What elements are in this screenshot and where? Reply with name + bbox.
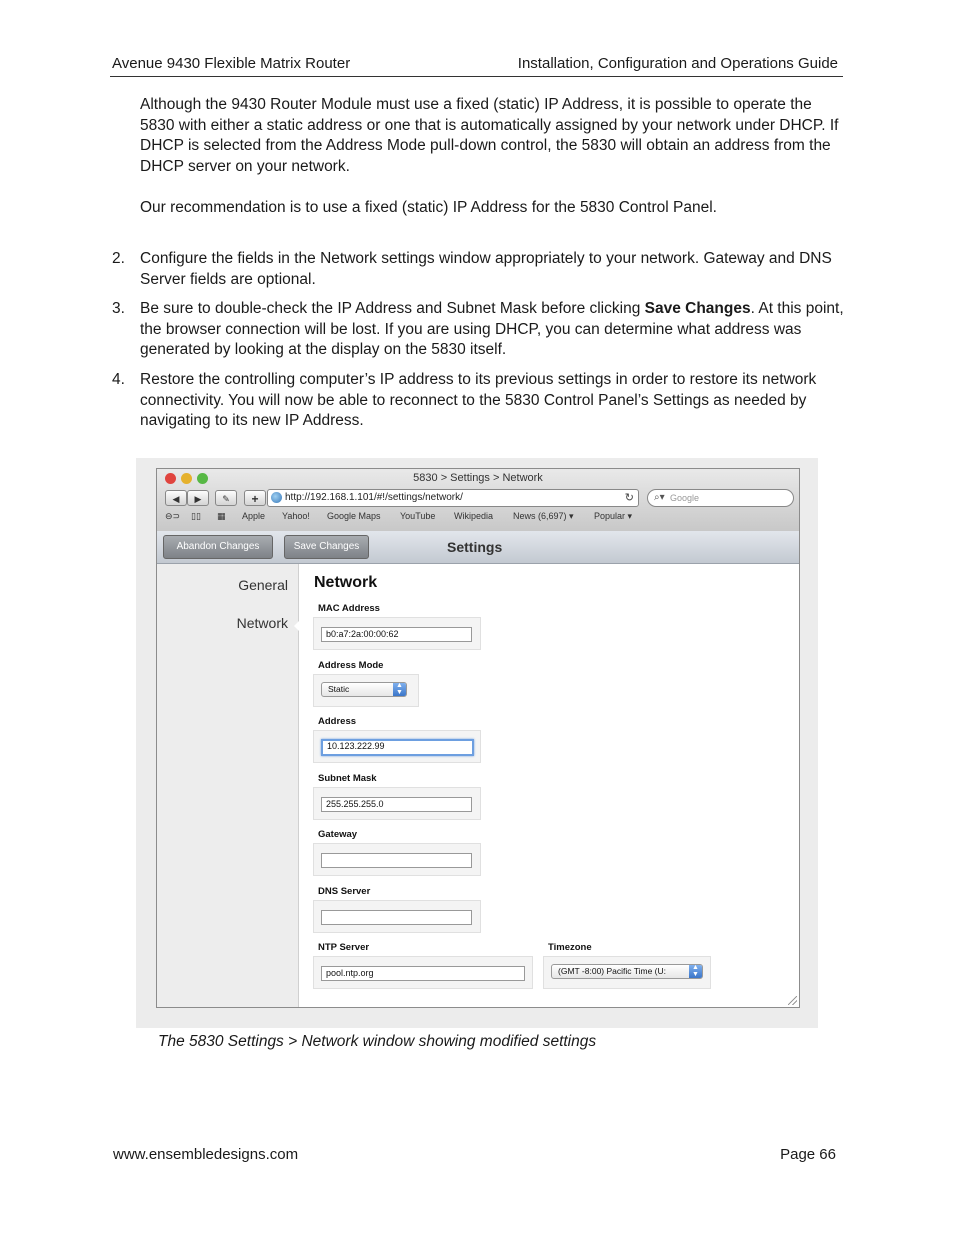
- address-field[interactable]: 10.123.222.99: [321, 739, 474, 756]
- dns-server-group: [313, 900, 481, 933]
- globe-icon: [271, 492, 282, 503]
- network-settings-panel: [299, 564, 799, 1008]
- section-title: Network: [314, 574, 378, 591]
- gateway-label: Gateway: [318, 829, 358, 840]
- gateway-group: [313, 843, 481, 876]
- resize-grip-icon[interactable]: [788, 996, 797, 1005]
- timezone-value: (GMT -8:00) Pacific Time (U:: [558, 966, 666, 976]
- timezone-group: [543, 956, 711, 989]
- abandon-changes-button[interactable]: Abandon Changes: [163, 535, 273, 559]
- mac-address-group: [313, 617, 481, 650]
- settings-sidebar: [157, 564, 299, 1008]
- subnet-mask-field[interactable]: 255.255.255.0: [321, 797, 472, 812]
- search-input[interactable]: [647, 489, 794, 507]
- step-text: [140, 299, 845, 361]
- dns-server-field[interactable]: [321, 910, 472, 925]
- address-label: Address: [318, 716, 357, 727]
- back-arrow-icon[interactable]: ◀: [165, 490, 187, 506]
- address-mode-label: Address Mode: [318, 660, 384, 671]
- url-input[interactable]: [267, 489, 639, 507]
- gateway-field[interactable]: [321, 853, 472, 868]
- step-number: 2.: [112, 250, 125, 267]
- intro-paragraph-1: Although the 9430 Router Module must use a fixed (static) IP Address, it is possible to operate the 5830 with either a static address or one that is automatically assigned by your network under DHCP. If DHCP is selected from the Address Mode pull-down control, the 5830 will obtain an address from the DHCP server on your network.: [140, 96, 839, 175]
- address-group: [313, 730, 481, 763]
- reload-icon[interactable]: ↻: [624, 492, 634, 504]
- url-text: http://192.168.1.101/#!/settings/network/: [285, 492, 463, 503]
- toolbar-title: Settings: [447, 539, 503, 555]
- close-window-icon[interactable]: [165, 473, 176, 484]
- select-arrows-icon: ▲ ▼: [393, 683, 406, 696]
- save-changes-ref: Save Changes: [644, 300, 751, 317]
- top-sites-grid-icon[interactable]: ▦: [217, 511, 226, 521]
- save-changes-button[interactable]: Save Changes: [284, 535, 369, 559]
- mac-address-field[interactable]: b0:a7:2a:00:00:62: [321, 627, 472, 642]
- step-number: 4.: [112, 371, 125, 388]
- bookmark-youtube[interactable]: YouTube: [400, 511, 436, 521]
- step-text: Configure the fields in the Network settings window appropriately to your network. Gateway and DNS Server fields are optional.: [140, 250, 832, 288]
- timezone-label: Timezone: [548, 942, 592, 953]
- browser-window: [156, 468, 800, 1008]
- header-guide-title: Installation, Configuration and Operations Guide: [517, 55, 838, 72]
- bookmark-popular[interactable]: Popular ▾: [594, 511, 633, 521]
- subnet-mask-label: Subnet Mask: [318, 773, 377, 784]
- bookmark-apple[interactable]: Apple: [242, 511, 266, 521]
- bookmark-wikipedia[interactable]: Wikipedia: [454, 511, 494, 521]
- sidebar-item-network[interactable]: Network: [236, 615, 288, 631]
- step-number: 3.: [112, 300, 125, 317]
- reading-list-icon[interactable]: ⊖⊃: [165, 511, 181, 521]
- zoom-window-icon[interactable]: [197, 473, 208, 484]
- ntp-server-field[interactable]: pool.ntp.org: [321, 966, 525, 981]
- mac-address-label: MAC Address: [318, 603, 380, 614]
- sidebar-item-general[interactable]: General: [238, 577, 288, 593]
- dns-server-label: DNS Server: [318, 886, 371, 897]
- step-text-pre: Be sure to double-check the IP Address and Subnet Mask before clicking: [140, 300, 645, 317]
- ntp-server-label: NTP Server: [318, 942, 370, 953]
- subnet-mask-group: [313, 787, 481, 820]
- bookmark-news[interactable]: News (6,697) ▾: [513, 511, 574, 521]
- search-icon: ⌕▾: [654, 492, 665, 503]
- bookmark-yahoo[interactable]: Yahoo!: [282, 511, 310, 521]
- select-arrows-icon: ▲ ▼: [689, 965, 702, 978]
- step-text: Restore the controlling computer’s IP address to its previous settings in order to restore its network connectivity. You will now be able to reconnect to the 5830 Control Panel’s Settings as needed by navigating to its new IP Address.: [140, 371, 817, 429]
- bookmarks-book-icon[interactable]: ▯▯: [191, 511, 201, 521]
- address-mode-group: [313, 674, 419, 707]
- bookmark-google-maps[interactable]: Google Maps: [327, 511, 381, 521]
- footer-website: www.ensembledesigns.com: [113, 1146, 299, 1163]
- wrench-icon[interactable]: ✎: [215, 490, 237, 506]
- address-mode-select[interactable]: [321, 682, 407, 697]
- intro-paragraph-2: Our recommendation is to use a fixed (static) IP Address for the 5830 Control Panel.: [140, 199, 717, 216]
- settings-toolbar: [157, 531, 799, 564]
- figure-caption: The 5830 Settings > Network window showing modified settings: [158, 1033, 597, 1050]
- add-bookmark-icon[interactable]: +: [244, 490, 266, 506]
- ntp-server-group: [313, 956, 533, 989]
- header-rule: [110, 76, 843, 77]
- header-title: Avenue 9430 Flexible Matrix Router: [112, 55, 351, 72]
- address-mode-value: Static: [328, 684, 350, 694]
- timezone-select[interactable]: [551, 964, 703, 979]
- window-title: 5830 > Settings > Network: [413, 472, 543, 484]
- step-text-post: . At this point, the browser connection will be lost. If you are using DHCP, you can determine what address was generated by looking at the display on the 5830 itself.: [140, 300, 844, 358]
- footer-page-number: Page 66: [780, 1146, 836, 1163]
- browser-titlebar: [157, 469, 799, 532]
- minimize-window-icon[interactable]: [181, 473, 192, 484]
- search-placeholder: Google: [670, 493, 700, 503]
- forward-arrow-icon[interactable]: ▶: [187, 490, 209, 506]
